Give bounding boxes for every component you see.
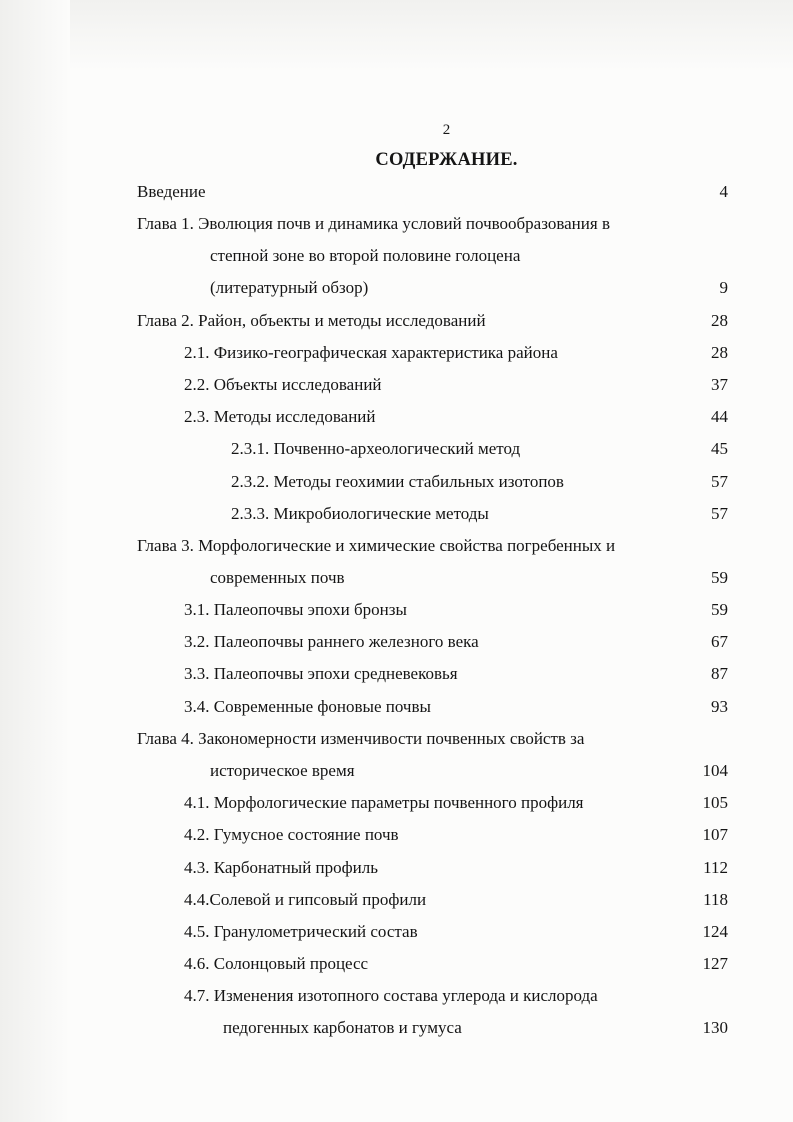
toc-entry-title: 4.5. Гранулометрический состав <box>184 922 418 941</box>
toc-entry-page: 67 <box>711 632 728 651</box>
toc-entry-page: 57 <box>711 472 728 491</box>
toc-entry-title: историческое время <box>210 761 355 780</box>
toc-entry-title: 2.3.3. Микробиологические методы <box>231 504 489 523</box>
toc-entry-page: 57 <box>711 504 728 523</box>
toc-entry-page: 87 <box>711 664 728 683</box>
page-number: 2 <box>442 122 451 138</box>
toc-entry-page: 105 <box>702 793 728 812</box>
toc-entry-page: 28 <box>711 343 728 362</box>
toc-entry <box>0 401 793 433</box>
toc-entry <box>0 691 793 723</box>
toc-entry-title: степной зоне во второй половине голоцена <box>210 246 521 265</box>
toc-entry <box>0 658 793 690</box>
scan-shadow-top <box>0 0 793 72</box>
toc-entry <box>0 337 793 369</box>
toc-entry-title: Глава 1. Эволюция почв и динамика условий почвообразования в <box>137 214 610 233</box>
toc-entry-page: 93 <box>711 697 728 716</box>
toc-entry <box>0 948 793 980</box>
toc-entry <box>0 530 793 562</box>
toc-entry <box>0 626 793 658</box>
toc-entry-page: 28 <box>711 311 728 330</box>
toc-entry-page: 44 <box>711 407 728 426</box>
toc-entry <box>0 1012 793 1044</box>
toc-entry <box>0 466 793 498</box>
toc-entry <box>0 916 793 948</box>
toc-entry-page: 118 <box>703 890 728 909</box>
toc-entry-title: 2.3.1. Почвенно-археологический метод <box>231 439 521 458</box>
toc-entry <box>0 433 793 465</box>
toc-entry <box>0 369 793 401</box>
toc-entry <box>0 594 793 626</box>
toc-entry-title: Глава 2. Район, объекты и методы исследований <box>137 311 486 330</box>
toc-entry-title: Глава 4. Закономерности изменчивости почвенных свойств за <box>137 729 585 748</box>
toc-entry-title: 3.2. Палеопочвы раннего железного века <box>184 632 479 651</box>
toc-entry-page: 124 <box>702 922 728 941</box>
toc-entry <box>0 305 793 337</box>
toc-entry-title: современных почв <box>210 568 345 587</box>
toc-entry-page: 127 <box>702 954 728 973</box>
toc-entry <box>0 755 793 787</box>
toc-entry <box>0 980 793 1012</box>
toc-entry <box>0 562 793 594</box>
toc-entry-page: 9 <box>719 278 728 297</box>
toc-entry-page: 59 <box>711 600 728 619</box>
toc-entry-page: 130 <box>702 1018 728 1037</box>
toc-entry-title: 4.3. Карбонатный профиль <box>184 858 379 877</box>
toc-entry-title: Введение <box>137 182 206 201</box>
toc-entry <box>0 884 793 916</box>
toc-entry <box>0 787 793 819</box>
toc-entry <box>0 208 793 240</box>
toc-entry <box>0 819 793 851</box>
toc-entry-page: 37 <box>711 375 728 394</box>
toc-entry-page: 45 <box>711 439 728 458</box>
toc-entry-title: педогенных карбонатов и гумуса <box>223 1018 462 1037</box>
toc-entry-page: 4 <box>719 182 728 201</box>
toc-entry-title: 2.3.2. Методы геохимии стабильных изотопов <box>231 472 564 491</box>
page-title: СОДЕРЖАНИЕ. <box>375 150 518 170</box>
toc-entry-title: Глава 3. Морфологические и химические свойства погребенных и <box>137 536 616 555</box>
toc-entry-title: 4.1. Морфологические параметры почвенного профиля <box>184 793 584 812</box>
toc-entry-page: 107 <box>702 825 728 844</box>
toc-entry-page: 112 <box>703 858 728 877</box>
toc-entry-page: 59 <box>711 568 728 587</box>
toc-entry <box>0 723 793 755</box>
toc-entry <box>0 240 793 272</box>
toc-entry <box>0 852 793 884</box>
toc-entry-title: 4.2. Гумусное состояние почв <box>184 825 399 844</box>
toc-entry <box>0 272 793 304</box>
toc-entry-page: 104 <box>702 761 728 780</box>
toc-entry-title: 3.1. Палеопочвы эпохи бронзы <box>184 600 407 619</box>
toc-entry-title: (литературный обзор) <box>210 278 369 297</box>
toc-entry-title: 4.7. Изменения изотопного состава углерода и кислорода <box>184 986 598 1005</box>
toc-entry-title: 2.3. Методы исследований <box>184 407 376 426</box>
toc-entry-title: 4.4.Солевой и гипсовый профили <box>184 890 427 909</box>
toc-entry <box>0 176 793 208</box>
toc-entry-title: 3.3. Палеопочвы эпохи средневековья <box>184 664 458 683</box>
toc-entry-title: 3.4. Современные фоновые почвы <box>184 697 431 716</box>
toc-entry-title: 4.6. Солонцовый процесс <box>184 954 369 973</box>
toc-entry <box>0 498 793 530</box>
toc-entry-title: 2.1. Физико-географическая характеристика района <box>184 343 558 362</box>
toc-entry-title: 2.2. Объекты исследований <box>184 375 382 394</box>
